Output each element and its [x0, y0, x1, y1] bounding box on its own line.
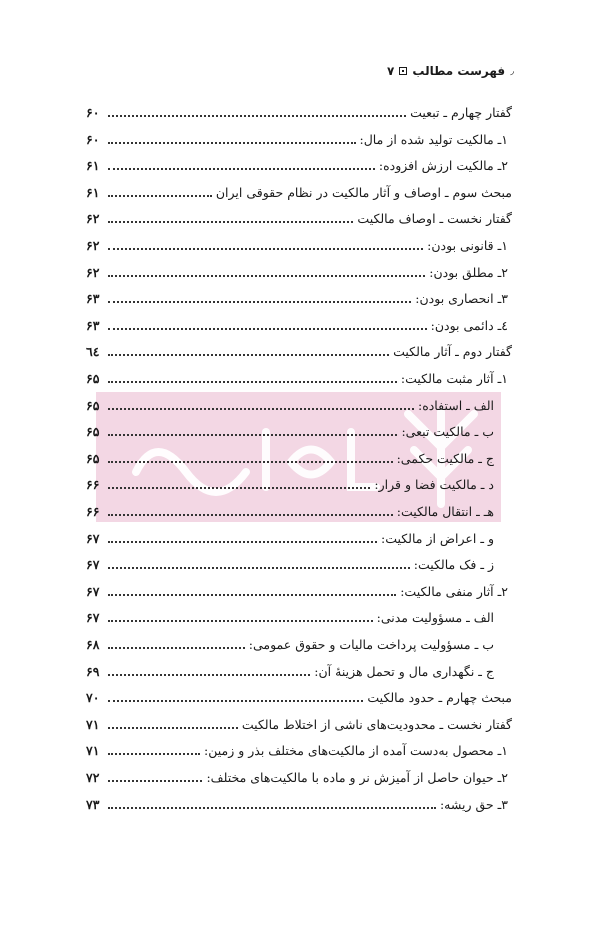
toc-entry-title: ۳ـ حق ریشه:: [439, 796, 508, 812]
toc-entry: [86, 793, 508, 813]
toc-leader-dots: [108, 433, 397, 436]
toc-entry-title: ۱ـ مالکیت تولید شده از مال:: [359, 131, 508, 147]
toc-leader-dots: [108, 752, 200, 755]
toc-entry: [86, 660, 494, 680]
toc-entry-title: هـ ـ انتقال مالکیت:: [396, 504, 494, 519]
toc-entry: [86, 766, 508, 786]
toc-leader-dots: [108, 274, 425, 277]
toc-entry-page: ۶۶: [86, 477, 100, 493]
toc-entry-title: ۲ـ مالکیت ارزش افزوده:: [378, 158, 508, 174]
toc-entry: [86, 367, 508, 387]
toc-entry: [86, 500, 494, 520]
toc-entry: [86, 686, 512, 706]
toc-leader-dots: [108, 407, 414, 410]
toc-entry: [86, 553, 494, 573]
toc-entry: [86, 633, 494, 653]
toc-entry-page: ۶۵: [86, 371, 100, 386]
toc-entry-page: ۷۰: [86, 690, 100, 706]
toc-leader-dots: [108, 646, 245, 649]
header-page-number: ۷: [387, 64, 395, 78]
toc-entry-page: ۶۵: [86, 397, 100, 413]
toc-entry: [86, 713, 512, 733]
toc-entry: [86, 394, 494, 414]
toc-entry-page: ۶۲: [86, 264, 100, 280]
toc-entry-title: و ـ اعراض از مالکیت:: [381, 530, 494, 546]
toc-entry: [86, 606, 494, 626]
toc-leader-dots: [108, 513, 393, 516]
toc-entry-page: ٦٤: [86, 344, 100, 360]
toc-entry-title: ب ـ مالکیت تبعی:: [401, 424, 494, 440]
toc-entry-title: ز ـ فک مالکیت:: [413, 557, 494, 573]
toc-entry: [86, 580, 508, 600]
toc-entry-page: ۶۷: [86, 530, 100, 546]
toc-entry-page: ۶۵: [86, 450, 100, 466]
toc-leader-dots: [108, 247, 423, 250]
toc-leader-dots: [108, 699, 363, 702]
toc-entry-page: ۶۰: [86, 105, 100, 120]
toc-leader-dots: [108, 141, 356, 144]
toc-entry-page: ۶۹: [86, 663, 100, 679]
toc-entry-title: ۱ـ محصول به‌دست آمده از مالکیت‌های مختلف بذر و زمین:: [204, 743, 508, 759]
toc-entry-page: ۶۲: [86, 238, 100, 253]
toc-entry-page: ۷۲: [86, 770, 100, 785]
toc-entry-title: د ـ مالکیت فضا و قرار:: [374, 477, 494, 493]
toc-entry-page: ۶۱: [86, 158, 100, 174]
toc-entry: [86, 314, 508, 334]
toc-entry-title: گفتار دوم ـ آثار مالکیت: [393, 344, 512, 360]
toc-entry: [86, 527, 494, 547]
toc-entry-title: ۲ـ حیوان حاصل از آمیزش نر و ماده با مالکیت‌های مختلف:: [206, 770, 508, 785]
toc-entry: [86, 154, 508, 174]
toc-leader-dots: [108, 806, 436, 809]
toc-entry-page: ۷۳: [86, 796, 100, 812]
toc-entry: [86, 207, 512, 227]
toc-entry-page: ۶۱: [86, 184, 100, 200]
toc-leader-dots: [108, 380, 397, 383]
toc-entry-page: ۶۷: [86, 583, 100, 599]
toc-leader-dots: [108, 300, 411, 303]
toc-entry-page: ۶۳: [86, 291, 100, 307]
toc-entry-title: ٤ـ دائمی بودن:: [430, 317, 508, 333]
toc-leader-dots: [108, 460, 393, 463]
toc-entry-title: ج ـ نگهداری مال و تحمل هزینهٔ آن:: [314, 663, 494, 679]
toc-entry-title: ۱ـ آثار مثبت مالکیت:: [400, 371, 508, 386]
toc-entry-title: الف ـ استفاده:: [417, 397, 494, 413]
header-title: فهرست مطالب: [412, 64, 506, 78]
toc-leader-dots: [108, 566, 410, 569]
toc-entry-page: ۶۸: [86, 637, 100, 652]
header-mark-icon: ◞: [510, 65, 514, 77]
toc-leader-dots: [108, 220, 353, 223]
toc-entry: [86, 739, 508, 759]
toc-entry-title: ۱ـ قانونی بودن:: [427, 238, 508, 253]
toc-entry-page: ۶۷: [86, 610, 100, 626]
toc-entry-title: ج ـ مالکیت حکمی:: [396, 450, 494, 466]
toc-entry: [86, 128, 508, 148]
toc-entry: [86, 420, 494, 440]
toc-entry: [86, 287, 508, 307]
toc-leader-dots: [108, 167, 375, 170]
toc-entry: [86, 261, 508, 281]
toc-entry-page: ۶۰: [86, 131, 100, 147]
toc-entry-page: ۷۱: [86, 743, 100, 759]
toc-entry-page: ۶۵: [86, 424, 100, 440]
toc-entry: [86, 447, 494, 467]
toc-entry-title: مبحث چهارم ـ حدود مالکیت: [367, 690, 512, 706]
toc-leader-dots: [108, 726, 238, 729]
toc-entry-title: ۲ـ آثار منفی مالکیت:: [400, 583, 508, 599]
toc-entry: [86, 234, 508, 254]
toc-entry-title: ۳ـ انحصاری بودن:: [415, 291, 508, 307]
toc-leader-dots: [108, 779, 202, 782]
toc-leader-dots: [108, 486, 370, 489]
toc-entry-page: ۶۶: [86, 504, 100, 519]
toc-entry: [86, 181, 512, 201]
toc-leader-dots: [108, 673, 310, 676]
toc-entry: [86, 473, 494, 493]
toc-entry-title: ب ـ مسؤولیت پرداخت مالیات و حقوق عمومی:: [248, 637, 494, 652]
toc-entry-title: ۲ـ مطلق بودن:: [429, 264, 508, 280]
toc-entry-title: گفتار نخست ـ محدودیت‌های ناشی از اختلاط مالکیت: [241, 716, 512, 732]
toc-leader-dots: [108, 540, 377, 543]
toc-entry-page: ۶۷: [86, 557, 100, 573]
toc-entry: [86, 101, 512, 121]
toc-entry-title: گفتار چهارم ـ تبعیت: [410, 105, 512, 120]
toc-entry-title: الف ـ مسؤولیت مدنی:: [376, 610, 494, 626]
toc-leader-dots: [108, 114, 406, 117]
toc-leader-dots: [108, 619, 373, 622]
toc-leader-dots: [108, 194, 212, 197]
toc-entry-title: گفتار نخست ـ اوصاف مالکیت: [357, 211, 512, 227]
toc-leader-dots: [108, 353, 389, 356]
toc-entry-page: ۷۱: [86, 716, 100, 732]
toc-leader-dots: [108, 593, 396, 596]
toc-entry: [86, 340, 512, 360]
toc-leader-dots: [108, 327, 427, 330]
toc-entry-page: ۶۳: [86, 317, 100, 333]
toc-entry-page: ۶۲: [86, 211, 100, 227]
toc-entry-title: مبحث سوم ـ اوصاف و آثار مالکیت در نظام حقوقی ایران: [215, 184, 512, 200]
